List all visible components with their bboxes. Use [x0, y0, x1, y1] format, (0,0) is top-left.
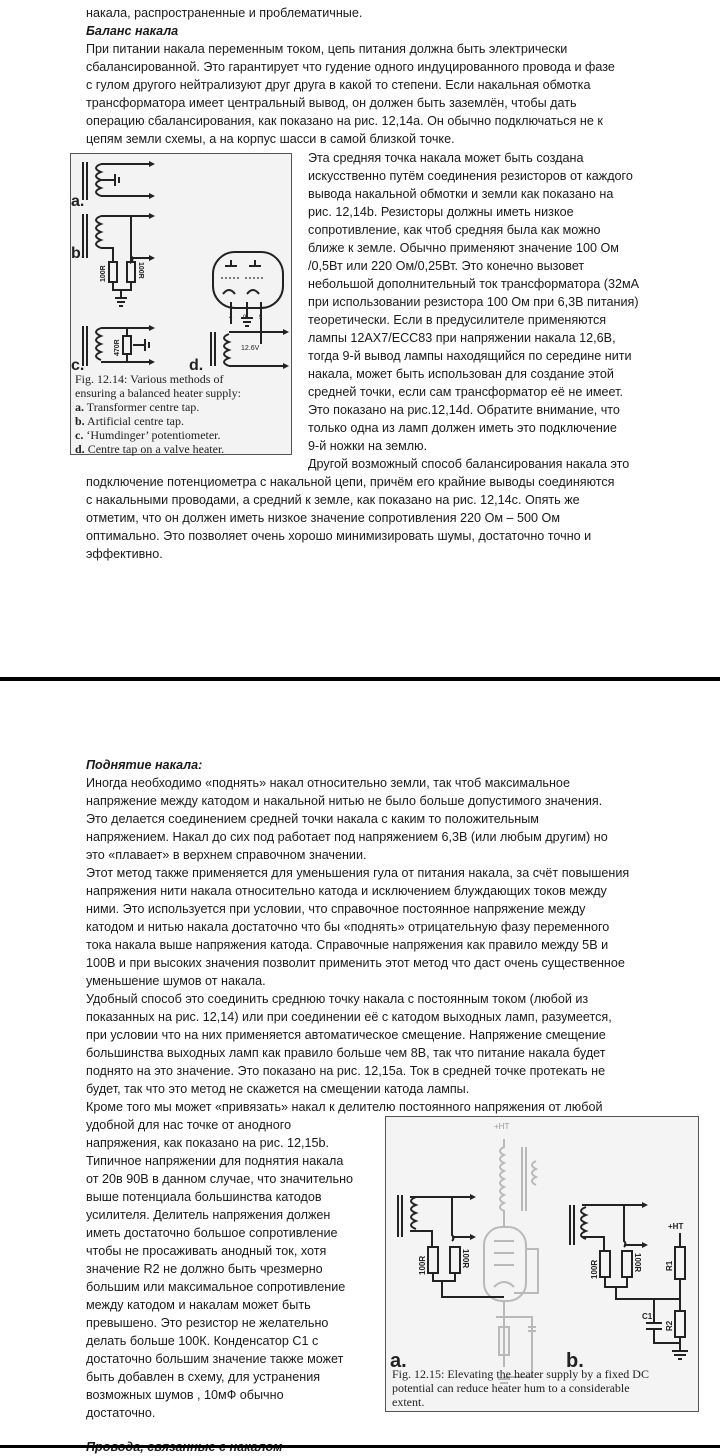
paragraph-line: Другой возможный способ балансирования накала это	[308, 457, 630, 471]
paragraph-line: Этот метод также применяется для уменьшения гула от питания накала, за счёт повышения	[86, 866, 630, 880]
paragraph-line: с накальными проводами, а средний к земле, как показано на рис. 12,14c. Опять же	[86, 493, 580, 507]
section-heading-heater-balance: Баланс накала	[86, 24, 179, 38]
paragraph-line: напряжения, как показано на рис. 12,15b.	[86, 1136, 330, 1150]
paragraph-line: цепям земли схемы, а на корпус шасси в самой близкой точке.	[86, 132, 455, 146]
paragraph-line: Типичное напряжении для поднятия накала	[86, 1154, 344, 1168]
paragraph-line: при использовании резистора 100 Ом при 6,3В питания)	[308, 295, 639, 309]
paragraph-line: теоретически. Если в предусилителе применяются	[308, 313, 607, 327]
paragraph-line: поднято на это значение. Это показано на рис. 12,15a. Ток в средней точке протекать не	[86, 1064, 606, 1078]
paragraph-line: рис. 12,14b. Резисторы должны иметь низкое	[308, 205, 574, 219]
paragraph-line: достаточно.	[86, 1406, 156, 1420]
paragraph-line: накала, может быть использован для создание этой	[308, 367, 614, 381]
paragraph-line: чтобы не просаживать анодный ток, хотя	[86, 1244, 327, 1258]
intro-tail: накала, распространенные и проблематичные.	[86, 6, 363, 20]
paragraph-line: ближе к земле. Обычно применяют значение 100 Ом	[308, 241, 619, 255]
paragraph-line: большинства выходных ламп как правило больше чем 8В, так что питание накала будет	[86, 1046, 606, 1060]
paragraph-line: напряжение между катодом и накальной нитью не было больше допустимого значения.	[86, 794, 603, 808]
paragraph-line: сбалансированной. Это гарантирует что гудение одного индуцированного провода и фазе	[86, 60, 615, 74]
section-heading-heater-elevation: Поднятие накала:	[86, 758, 203, 772]
paragraph-line: удобной для нас точке от анодного	[86, 1118, 292, 1132]
paragraph-line: Удобный способ это соединить среднюю точку накала с постоянным током (любой из	[86, 992, 589, 1006]
svg-text:R1: R1	[665, 1260, 674, 1271]
figure-12-15	[385, 1116, 699, 1412]
paragraph-line: значение R2 не должно быть чрезмерно	[86, 1262, 323, 1276]
svg-text:a.: a.	[71, 193, 85, 210]
paragraph-line: быть добавлен в схему, для устранения	[86, 1370, 321, 1384]
paragraph-line: тока накала выше напряжения катода. Справочные напряжения как правило между 5В и	[86, 938, 609, 952]
figure-caption-item: b. Artificial centre tap.	[75, 414, 184, 428]
paragraph-line: от 20в 90В в данном случае, что значительно	[86, 1172, 354, 1186]
svg-text:100R: 100R	[418, 1255, 427, 1275]
svg-text:100R: 100R	[461, 1249, 470, 1269]
paragraph-line: тогда 9-й вывод лампы находящийся по середине нити	[308, 349, 632, 363]
paragraph-line: при условии что на них применяется автоматическое смещение. Напряжение смещение	[86, 1028, 606, 1042]
paragraph-line: операцию сбалансирования, как показано на рис. 12,14a. Он обычно подключаться не к	[86, 114, 603, 128]
paragraph-line: ними. Это используется при условии, что справочное постоянное напряжение между	[86, 902, 586, 916]
svg-text:+HT: +HT	[668, 1222, 684, 1231]
paragraph-line: только одна из ламп должен иметь это подключение	[308, 421, 617, 435]
figure-caption-line: Fig. 12.15: Elevating the heater supply by a fixed DC	[392, 1367, 649, 1381]
svg-text:100R: 100R	[100, 265, 107, 282]
paragraph-line: будет, так что это метод не скажется на смещении катода лампы.	[86, 1082, 470, 1096]
svg-text:5: 5	[259, 315, 263, 321]
svg-text:100R: 100R	[590, 1259, 599, 1279]
svg-text:+HT: +HT	[494, 1122, 510, 1131]
paragraph-line: Эта средняя точка накала может быть создана	[308, 151, 584, 165]
svg-text:a.: a.	[390, 1350, 407, 1372]
paragraph-line: превышено. Это резистор не желательно	[86, 1316, 329, 1330]
paragraph-line: выше потенциала большинства катодов	[86, 1190, 322, 1204]
paragraph-line: подключение потенциометра с накальной цепи, причём его крайние выводы соединяются	[86, 475, 615, 489]
paragraph-line: Иногда необходимо «поднять» накал относительно земли, так чтоб максимальное	[86, 776, 570, 790]
svg-text:c.: c.	[71, 357, 85, 374]
figure-caption-item: c. ‘Humdinger’ potentiometer.	[75, 428, 221, 442]
paragraph-line: достаточно большим значение также может	[86, 1352, 344, 1366]
paragraph-line: сопротивление, как чтоб средняя была как можно	[308, 223, 601, 237]
svg-text:9: 9	[243, 315, 247, 321]
figure-caption-line: extent.	[392, 1395, 425, 1409]
figure-caption-item: d. Centre tap on a valve heater.	[75, 442, 225, 456]
paragraph-line: /0,5Вт или 220 Ом/0,25Вт. Это конечно вызовет	[308, 259, 585, 273]
figure-caption-line: ensuring a balanced heater supply:	[75, 386, 241, 400]
svg-text:100R: 100R	[137, 262, 144, 279]
paragraph-line: катодом и нитью накала достаточно что бы «поднять» отрицательную фазу переменного	[86, 920, 610, 934]
figure-caption-item: a. Transformer centre tap.	[75, 400, 200, 414]
paragraph-line: между катодом и накалам может быть	[86, 1298, 311, 1312]
paragraph-line: усилителя. Делитель напряжения должен	[86, 1208, 331, 1222]
paragraph-line: вывода накальной обмотки и земли как показано на	[308, 187, 614, 201]
paragraph-line: Это делается соединением средней точки накала с каким то положительным	[86, 812, 539, 826]
paragraph-line: напряжения нити накала относительно катода и исключением блуждающих токов между	[86, 884, 607, 898]
paragraph-line: возможных шумов , 10мФ обычно	[86, 1388, 284, 1402]
paragraph-line: Кроме того мы может «привязать» накал к делителю постоянного напряжения от любой	[86, 1100, 603, 1114]
paragraph-line: трансформатора имеет центральный вывод, он должен быть заземлён, чтобы дать	[86, 96, 577, 110]
svg-text:R2: R2	[665, 1320, 674, 1331]
svg-text:470R: 470R	[114, 339, 121, 356]
page-separator	[0, 677, 720, 681]
svg-text:100R: 100R	[633, 1253, 642, 1273]
svg-text:C1: C1	[642, 1312, 653, 1321]
paragraph-line: искусственно путём соединения резисторов от каждого	[308, 169, 633, 183]
paragraph-line: лампы 12AX7/ECC83 при напряжении накала 12,6В,	[308, 331, 616, 345]
paragraph-line: эффективно.	[86, 547, 163, 561]
paragraph-line: При питании накала переменным током, цепь питания должна быть электрически	[86, 42, 568, 56]
figure-caption-title: Fig. 12.14: Various methods of	[75, 372, 224, 386]
paragraph-line: большим или максимальное сопротивление	[86, 1280, 346, 1294]
svg-text:b.: b.	[71, 245, 86, 262]
figure-12-14	[70, 153, 292, 455]
paragraph-line: иметь достаточно большое сопротивление	[86, 1226, 338, 1240]
figure-caption-line: potential can reduce heater hum to a considerable	[392, 1381, 630, 1395]
svg-text:4: 4	[229, 315, 233, 321]
paragraph-line: показанных на рис. 12,14) или при соединении её с катодом выходных ламп, разумеется,	[86, 1010, 612, 1024]
paragraph-line: напряжением. Накал до сих под работает под напряжением 6,3В (или любым другим) но	[86, 830, 608, 844]
svg-text:b.: b.	[566, 1350, 584, 1372]
svg-text:12.6V: 12.6V	[241, 345, 260, 352]
paragraph-line: отметим, что он должен иметь низкое значение сопротивления 220 Ом – 500 Ом	[86, 511, 560, 525]
paragraph-line: Это показано на рис.12,14d. Обратите внимание, что	[308, 403, 620, 417]
paragraph-line: уменьшение шумов от накала.	[86, 974, 266, 988]
svg-text:d.: d.	[189, 357, 204, 374]
paragraph-line: делать больше 100К. Конденсатор С1 с	[86, 1334, 319, 1348]
paragraph-line: с гулом другого нейтрализуют друг друга в какой то степени. Если накальная обмотка	[86, 78, 591, 92]
paragraph-line: средней точки, если сам трансформатор её не имеет.	[308, 385, 624, 399]
paragraph-line: небольшой дополнительный ток трансформатора (32мА	[308, 277, 640, 291]
paragraph-line: оптимально. Это позволяет очень хорошо минимизировать шумы, достаточно точно и	[86, 529, 592, 543]
paragraph-line: 9-й ножки на землю.	[308, 439, 428, 453]
paragraph-line: 100В и при высоких значения позволит применить этот метод что даст очень существенное	[86, 956, 625, 970]
paragraph-line: это «плавает» в верхнем справочном значении.	[86, 848, 367, 862]
